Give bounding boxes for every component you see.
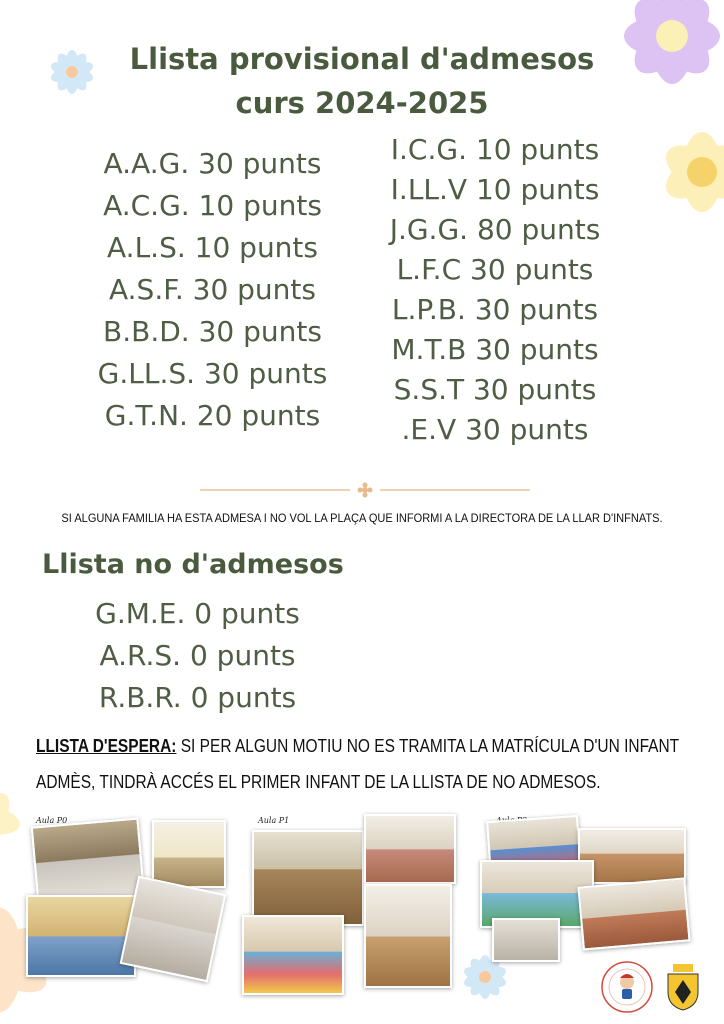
aula-p1-photo [364,884,452,988]
aula-p2-photo [578,828,686,884]
aula-p1-photo [242,915,344,995]
admitted-entry: A.C.G. 10 punts [103,189,322,222]
admitted-list-left [70,143,355,437]
admitted-entry: L.P.B. 30 punts [391,293,599,326]
aula-p1-photo [252,830,364,926]
admitted-entry: .E.V 30 punts [401,413,589,446]
admitted-entry: A.A.G. 30 punts [103,147,322,180]
not-admitted-title: Llista no d'admesos [42,549,344,580]
admitted-entry: L.F.C 30 punts [396,253,594,286]
school-logo [600,960,654,1014]
aula-p2-photo [577,877,690,950]
admitted-entry: B.B.D. 30 punts [103,315,322,348]
aula-p0-photo [152,820,226,888]
not-admitted-entry: A.R.S. 0 punts [99,639,296,672]
flower-decoration-right-yellow [630,110,724,240]
aula-p0-photo [120,876,227,983]
waiting-list-label: LLISTA D'ESPERA: [36,736,177,756]
waiting-list-line2: ADMÈS, TINDRÀ ACCÉS EL PRIMER INFANT DE LA LLISTA DE NO ADMESOS. [36,772,601,792]
admitted-entry: I.C.G. 10 punts [390,133,600,166]
admitted-list-right [360,130,630,450]
admitted-entry: A.L.S. 10 punts [107,231,318,264]
aula-p1-label: Aula P1 [258,816,290,825]
page-title-line-1: Llista provisional d'admesos [129,42,595,76]
not-admitted-entry: R.B.R. 0 punts [98,681,297,714]
aula-p0-photo [26,895,136,977]
admitted-entry: A.S.F. 30 punts [108,273,316,306]
waiting-list-paragraph [36,728,680,800]
aula-p0-photo [31,817,146,906]
waiting-list-line1: SI PER ALGUN MOTIU NO ES TRAMITA LA MATRÍCULA D'UN INFANT [176,736,680,756]
admitted-entry: G.T.N. 20 punts [104,399,321,432]
aula-p1-photo [364,814,456,884]
aula-p0-label: Aula P0 [36,816,68,825]
ornamental-divider [200,480,530,500]
aula-p2-photo [492,918,560,962]
page-title-line-2: curs 2024-2025 [235,86,489,120]
not-admitted-entry: G.M.E. 0 punts [95,597,300,630]
admitted-entry: M.T.B 30 punts [391,333,599,366]
admitted-entry: J.G.G. 80 punts [389,213,601,246]
notice-text: SI ALGUNA FAMILIA HA ESTA ADMESA I NO VOL LA PLAÇA QUE INFORMI A LA DIRECTORA DE LA LLAR D'INFNATS. [61,511,663,525]
admitted-entry: S.S.T 30 punts [393,373,597,406]
admitted-entry: G.LL.S. 30 punts [97,357,328,390]
town-coat-of-arms [664,962,702,1012]
admitted-entry: I.LL.V 10 punts [390,173,600,206]
not-admitted-list [70,593,325,719]
